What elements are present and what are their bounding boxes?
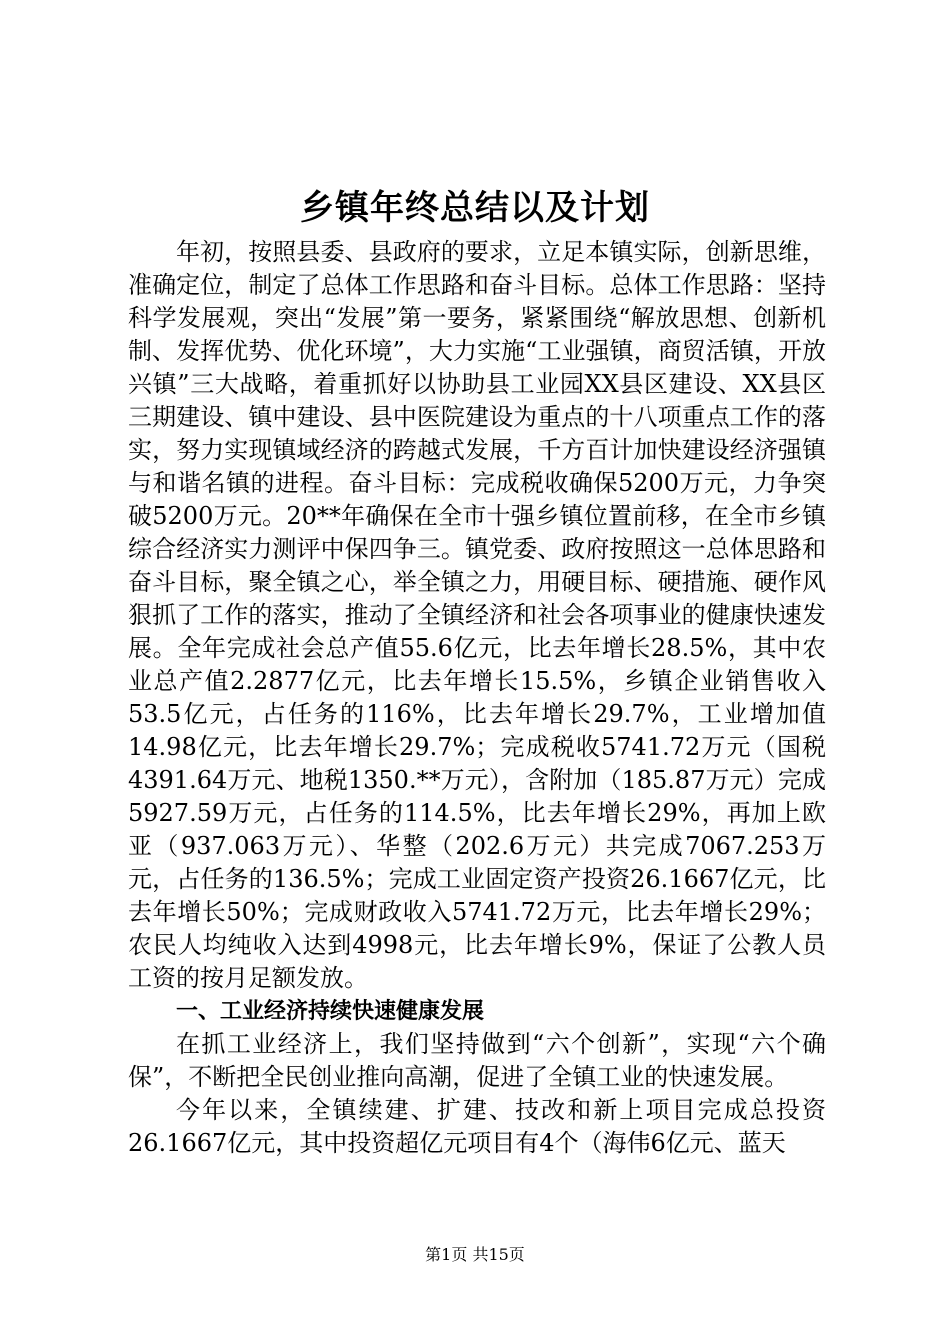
intro-paragraph: 年初，按照县委、县政府的要求，立足本镇实际，创新思维，准确定位，制定了总体工作思路和奋斗目标。总体工作思路：坚持科学发展观，突出“发展”第一要务，紧紧围绕“解放思想、创新机制、发挥优势、优化环境”，大力实施“工业强镇，商贸活镇，开放兴镇”三大战略，着重抓好以协助县工业园XX县区建设、XX县区三期建设、镇中建设、县中医院建设为重点的十八项重点工作的落实，努力实现镇域经济的跨越式发展，千方百计加快建设经济强镇与和谐名镇的进程。奋斗目标：完成税收确保5200万元，力争突破5200万元。20**年确保在全市十强乡镇位置前移，在全市乡镇综合经济实力测评中保四争三。镇党委、政府按照这一总体思路和奋斗目标，聚全镇之心，举全镇之力，用硬目标、硬措施、硬作风狠抓了工作的落实，推动了全镇经济和社会各项事业的健康快速发展。全年完成社会总产值55.6亿元，比去年增长28.5%，其中农业总产值2.2877亿元，比去年增长15.5%，乡镇企业销售收入53.5亿元，占任务的116%，比去年增长29.7%，工业增加值14.98亿元，比去年增长29.7%；完成税收5741.72万元（国税4391.64万元、地税1350.**万元），含附加（185.87万元）完成5927.59万元，占任务的114.5%，比去年增长29%，再加上欧亚（937.063万元）、华整（202.6万元）共完成7067.253万元，占任务的136.5%；完成工业固定资产投资26.1667亿元，比去年增长50%；完成财政收入5741.72万元，比去年增长29%；农民人均纯收入达到4998元，比去年增长9%，保证了公教人员工资的按月足额发放。 [128, 238, 826, 992]
section-paragraph-1: 在抓工业经济上，我们坚持做到“六个创新”，实现“六个确保”，不断把全民创业推向高潮，促进了全镇工业的快速发展。 [128, 1030, 826, 1091]
document-title: 乡镇年终总结以及计划 [300, 188, 650, 228]
page-footer: 第1页 共15页 [425, 1245, 525, 1264]
document-body [128, 236, 826, 1160]
section-heading: 一、工业经济持续快速健康发展 [176, 999, 485, 1024]
section-paragraph-2: 今年以来，全镇续建、扩建、技改和新上项目完成总投资26.1667亿元，其中投资超亿元项目有4个（海伟6亿元、蓝天 [128, 1096, 826, 1157]
